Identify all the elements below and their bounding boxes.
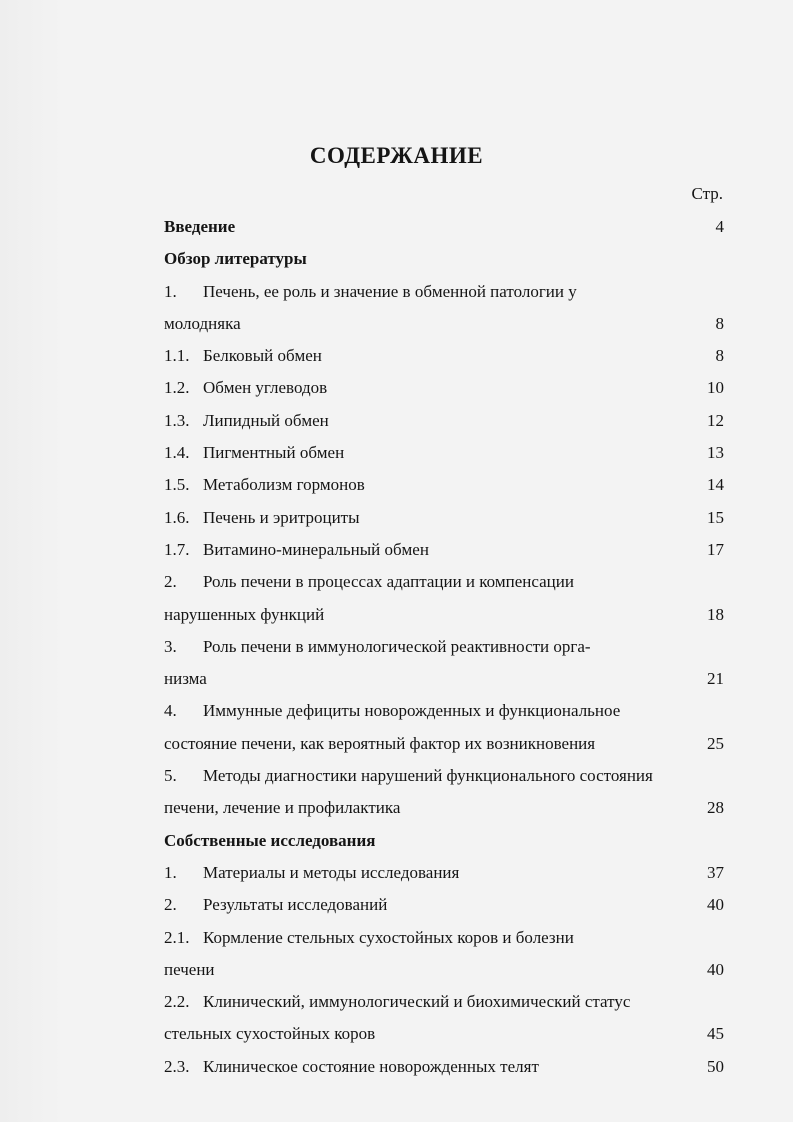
toc-entry-number: 1.3. [164,410,190,430]
toc-entry [164,695,724,727]
toc-entry-page: 15 [707,507,724,527]
toc-entry-text: Пигментный обмен [203,443,345,463]
toc-entry-page: 37 [707,862,724,882]
toc-entry [164,469,724,501]
toc-entry [164,986,724,1018]
toc-entry-number: 4. [164,701,177,721]
toc-entry-text: Кормление стельных сухостойных коров и болезни [203,927,574,947]
toc-entry-number: 1.6. [164,507,190,527]
toc-entry-number: 2.3. [164,1056,190,1076]
toc-entry-text: Печень, ее роль и значение в обменной патологии у [203,281,577,301]
toc-entry-text: Материалы и методы исследования [203,862,460,882]
toc-entry [164,954,724,986]
toc-entry [164,276,724,308]
toc-entry-number: 1.5. [164,475,190,495]
table-of-contents [164,211,724,1083]
toc-entry [164,728,724,760]
toc-entry [164,534,724,566]
toc-entry-page: 12 [707,410,724,430]
toc-entry [164,502,724,534]
toc-entry-page: 18 [707,604,724,624]
toc-entry-number: 1.2. [164,378,190,398]
toc-entry-text: Методы диагностики нарушений функционального состояния [203,766,653,786]
toc-entry-text: Печень и эритроциты [203,507,360,527]
toc-entry-text: стельных сухостойных коров [164,1024,376,1044]
page-title: СОДЕРЖАНИЕ [309,143,484,168]
toc-entry-text: состояние печени, как вероятный фактор их возникновения [164,733,596,753]
toc-entry-number: 2. [164,895,177,915]
toc-entry-number: 1. [164,862,177,882]
toc-entry-number: 1.1. [164,346,190,366]
toc-entry-number: 5. [164,766,177,786]
toc-entry-number: 1.4. [164,443,190,463]
toc-entry-text: Роль печени в процессах адаптации и компенсации [203,572,574,592]
toc-entry-number: 1. [164,281,177,301]
toc-entry-page: 14 [707,475,724,495]
toc-entry-text: Введение [164,217,236,236]
toc-entry-page: 17 [707,539,724,559]
toc-entry [164,211,724,243]
toc-entry [164,760,724,792]
toc-entry-text: Обмен углеводов [203,378,328,398]
toc-entry-page: 40 [707,895,724,915]
toc-entry-text: нарушенных функций [164,604,325,624]
toc-entry [164,308,724,340]
toc-entry-number: 3. [164,636,177,656]
toc-entry-page: 4 [715,217,724,236]
toc-entry-number: 2. [164,572,177,592]
toc-entry [164,437,724,469]
toc-entry [164,243,724,275]
toc-entry-text: низма [164,669,207,689]
toc-entry-page: 40 [707,959,724,979]
toc-entry-number: 2.1. [164,927,190,947]
toc-entry-number: 1.7. [164,539,190,559]
toc-entry-page: 50 [707,1056,724,1076]
toc-entry-text: Белковый обмен [203,346,322,366]
toc-entry-text: Метаболизм гормонов [203,475,365,495]
toc-entry-page: 10 [707,378,724,398]
toc-entry [164,405,724,437]
toc-entry-text: печени [164,959,215,979]
toc-entry-number: 2.2. [164,992,190,1012]
toc-entry-page: 28 [707,798,724,818]
toc-entry [164,663,724,695]
toc-entry-text: Обзор литературы [164,249,307,269]
toc-entry [164,792,724,824]
toc-entry-page: 21 [707,669,724,689]
toc-entry-text: Собственные исследования [164,830,376,850]
toc-entry-text: Липидный обмен [203,410,329,430]
toc-entry [164,922,724,954]
toc-entry [164,599,724,631]
toc-entry-page: 13 [707,443,724,463]
toc-entry [164,1018,724,1050]
toc-entry-text: Роль печени в иммунологической реактивности орга- [203,636,591,656]
toc-entry-text: печени, лечение и профилактика [164,798,401,818]
toc-entry [164,889,724,921]
toc-entry-text: Иммунные дефициты новорожденных и функциональное [203,701,621,721]
page-column-label: Стр. [691,184,723,203]
toc-entry-text: Клинический, иммунологический и биохимический статус [203,992,631,1012]
toc-entry-text: Клиническое состояние новорожденных телят [203,1056,539,1076]
toc-entry-text: Витамино-минеральный обмен [203,539,429,559]
toc-entry [164,825,724,857]
toc-entry [164,1051,724,1083]
toc-entry-page: 8 [715,313,724,333]
toc-entry [164,340,724,372]
toc-entry-page: 45 [707,1024,724,1044]
toc-entry-page: 25 [707,733,724,753]
toc-entry [164,372,724,404]
toc-entry-text: молодняка [164,313,241,333]
toc-entry-page: 8 [715,346,724,366]
toc-entry [164,857,724,889]
toc-entry-text: Результаты исследований [203,895,388,915]
toc-entry [164,631,724,663]
toc-entry [164,566,724,598]
